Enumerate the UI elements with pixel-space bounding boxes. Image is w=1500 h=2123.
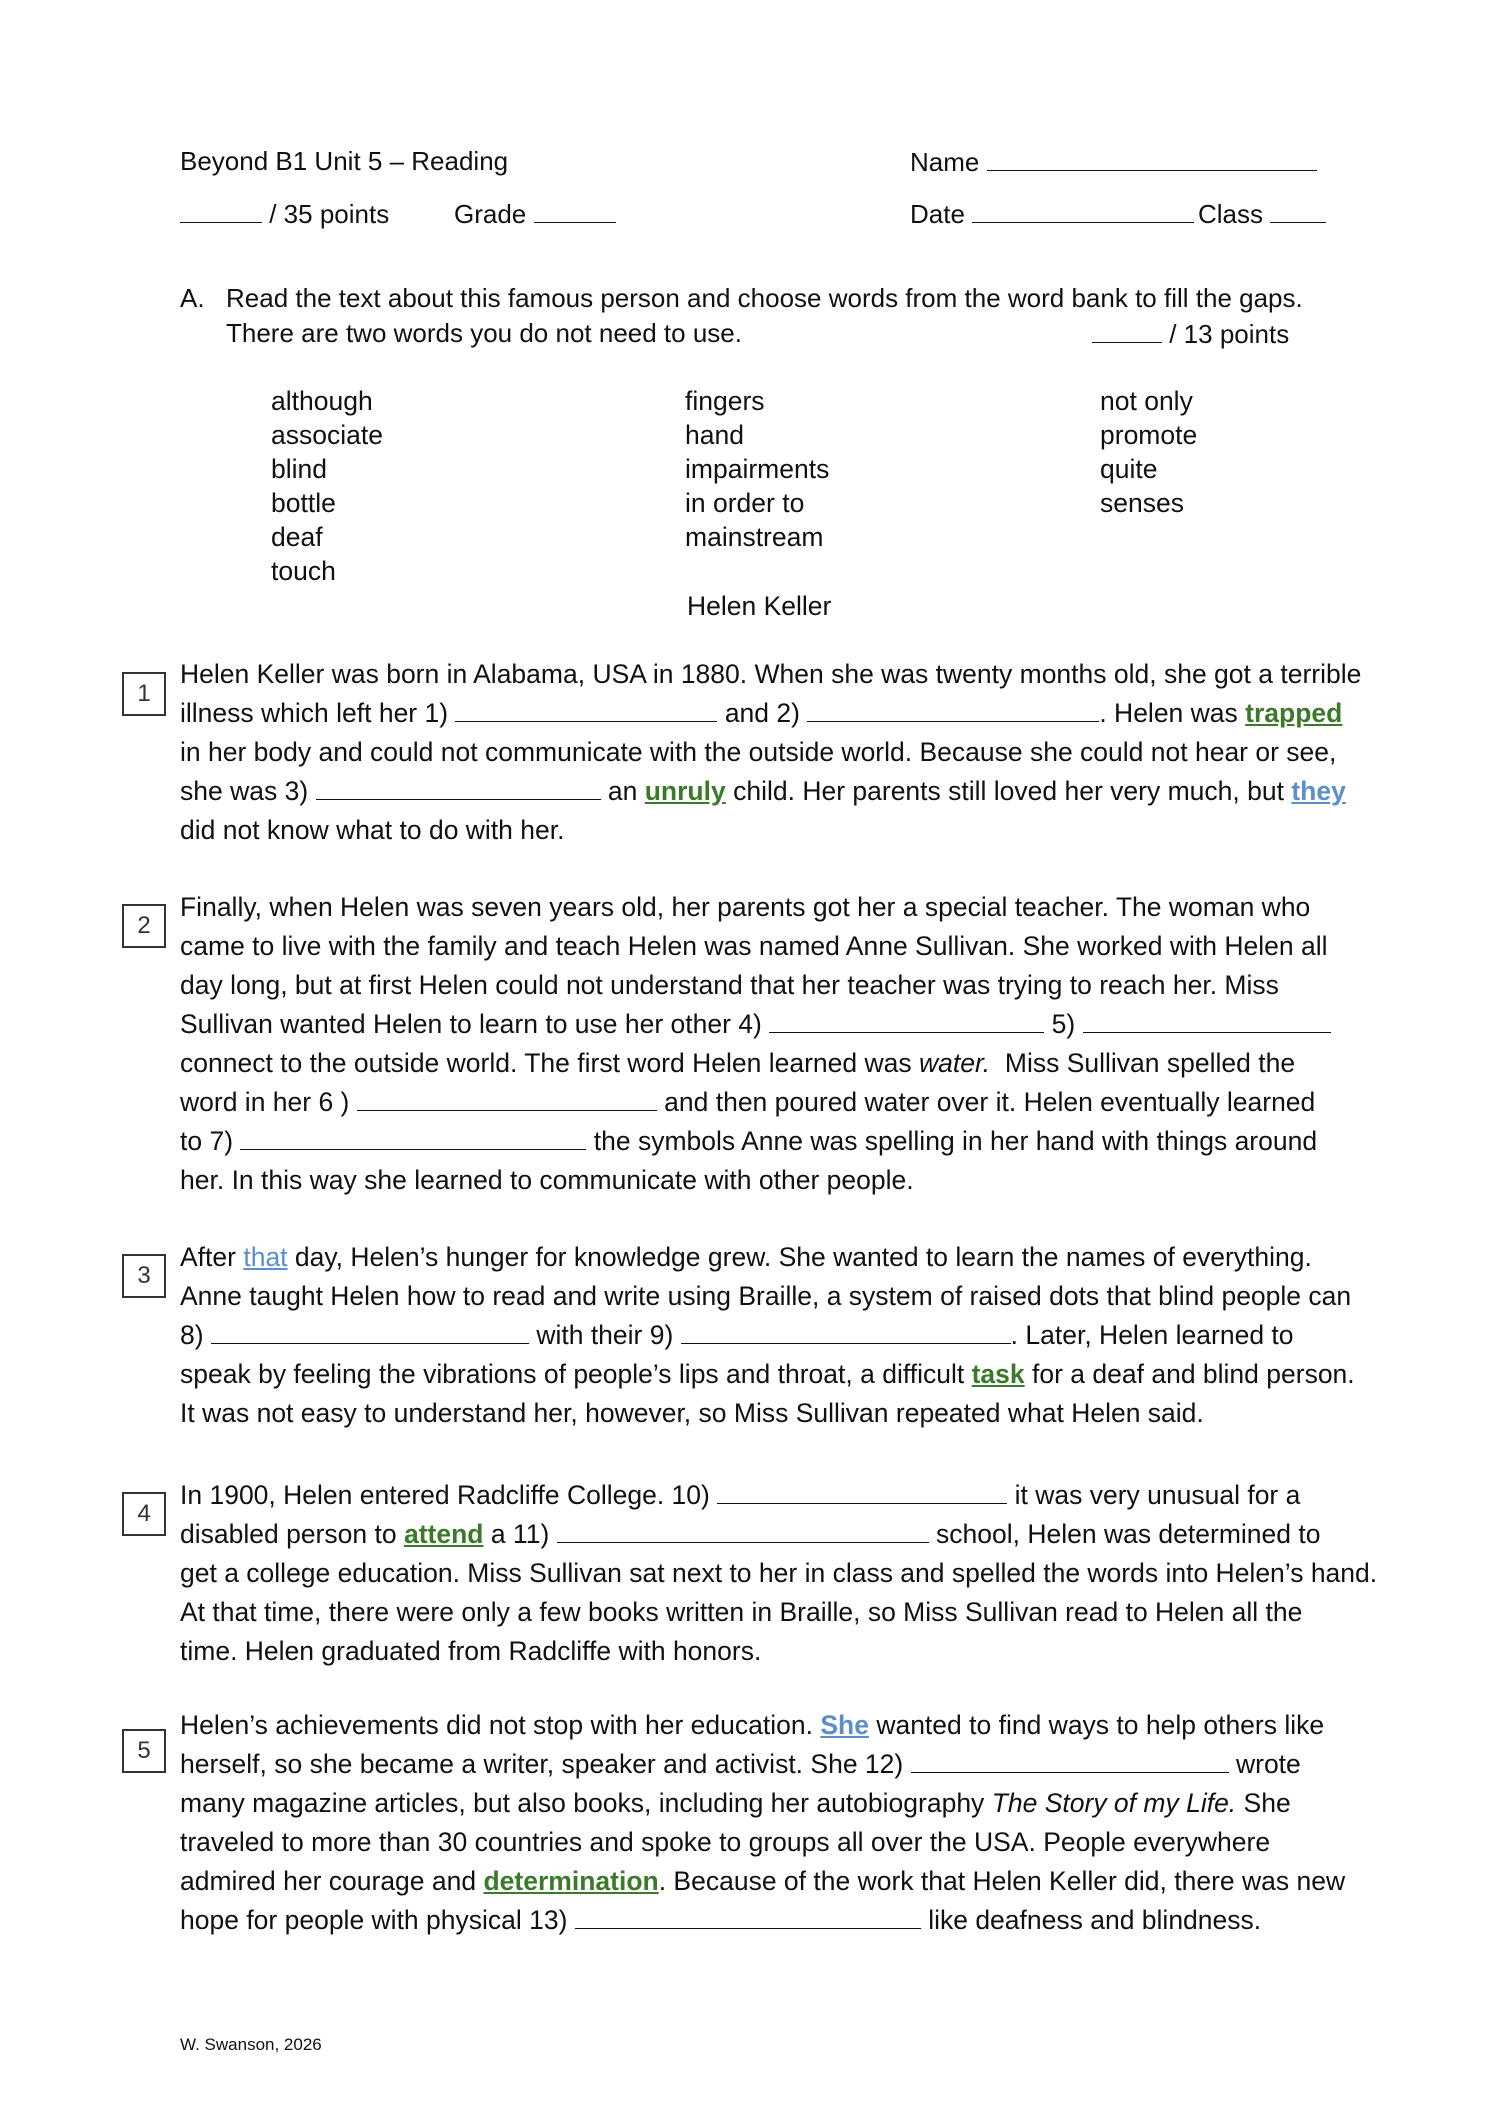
task-instruction-line1: Read the text about this famous person and choose words from the word bank to fill the gaps. — [226, 283, 1303, 313]
word-bank-item: mainstream — [685, 522, 824, 552]
text-line: illness which left her 1) and 2) . Helen was trapped — [180, 698, 1343, 728]
text-line: connect to the outside world. The first word Helen learned was water. Miss Sullivan spelled the — [180, 1048, 1296, 1078]
score-line — [180, 198, 389, 230]
reference-she: She — [820, 1710, 869, 1740]
footer-author: W. Swanson, 2026 — [180, 2035, 322, 2054]
vocab-task: task — [971, 1359, 1025, 1389]
text-line: Helen’s achievements did not stop with her education. She wanted to find ways to help others like — [180, 1710, 1325, 1740]
text-line: Finally, when Helen was seven years old, her parents got her a special teacher. The woman who — [180, 892, 1311, 922]
paragraph-number-3: 3 — [122, 1254, 166, 1298]
word-bank-item: senses — [1100, 488, 1184, 518]
text-line: word in her 6 ) and then poured water over it. Helen eventually learned — [180, 1087, 1316, 1117]
gap-13-blank[interactable] — [575, 1904, 921, 1929]
word-bank-item: hand — [685, 420, 744, 450]
gap-2-blank[interactable] — [807, 697, 1099, 722]
word-bank-item: although — [271, 386, 373, 416]
text-line: she was 3) an unruly child. Her parents still loved her very much, but they — [180, 776, 1346, 806]
vocab-attend: attend — [403, 1519, 484, 1549]
word-bank-item: bottle — [271, 488, 336, 518]
word-bank-item: fingers — [685, 386, 765, 416]
points-total: / 35 points — [269, 199, 390, 229]
task-instruction-line2: There are two words you do not need to use. — [226, 318, 742, 348]
paragraph-number-4: 4 — [122, 1492, 166, 1536]
word-bank-item: quite — [1100, 454, 1158, 484]
gap-1-blank[interactable] — [455, 697, 717, 722]
word-bank-item: in order to — [685, 488, 805, 518]
vocab-unruly: unruly — [644, 776, 726, 806]
date-label: Date — [910, 199, 965, 229]
task-points-label: / 13 points — [1169, 319, 1290, 349]
word-bank-item: touch — [271, 556, 336, 586]
name-blank[interactable] — [987, 146, 1317, 171]
text-line: After that day, Helen’s hunger for knowledge grew. She wanted to learn the names of everything. — [180, 1242, 1312, 1272]
vocab-trapped: trapped — [1245, 698, 1343, 728]
name-label: Name — [910, 147, 980, 177]
text-line: disabled person to attend a 11) school, Helen was determined to — [180, 1519, 1321, 1549]
gap-4-blank[interactable] — [769, 1008, 1044, 1033]
text-line: It was not easy to understand her, however, so Miss Sullivan repeated what Helen said. — [180, 1398, 1204, 1428]
class-field[interactable] — [1198, 198, 1326, 230]
gap-11-blank[interactable] — [557, 1518, 929, 1543]
gap-6-blank[interactable] — [357, 1086, 657, 1111]
text-line: traveled to more than 30 countries and spoke to groups all over the USA. People everywhere — [180, 1827, 1271, 1857]
grade-label: Grade — [454, 199, 527, 229]
text-line: time. Helen graduated from Radcliffe with honors. — [180, 1636, 762, 1666]
text-line: herself, so she became a writer, speaker and activist. She 12) wrote — [180, 1749, 1301, 1779]
text-line: get a college education. Miss Sullivan sat next to her in class and spelled the words into Helen’s hand. — [180, 1558, 1378, 1588]
text-line: to 7) the symbols Anne was spelling in her hand with things around — [180, 1126, 1318, 1156]
text-line: in her body and could not communicate with the outside world. Because she could not hear or see, — [180, 737, 1337, 767]
class-blank[interactable] — [1270, 198, 1326, 223]
vocab-determination: determination — [483, 1866, 659, 1896]
italic-book-title: The Story of my Life. — [991, 1788, 1237, 1818]
text-line: Anne taught Helen how to read and write using Braille, a system of raised dots that blind people can — [180, 1281, 1352, 1311]
date-field[interactable] — [910, 198, 1194, 230]
worksheet-title: Beyond B1 Unit 5 – Reading — [180, 146, 509, 176]
text-line: came to live with the family and teach Helen was named Anne Sullivan. She worked with Helen all — [180, 931, 1328, 961]
text-line: many magazine articles, but also books, including her autobiography The Story of my Life. She — [180, 1788, 1291, 1818]
text-line: speak by feeling the vibrations of people’s lips and throat, a difficult task for a deaf and blind person. — [180, 1359, 1355, 1389]
text-line: did not know what to do with her. — [180, 815, 565, 845]
gap-7-blank[interactable] — [240, 1125, 586, 1150]
text-line: admired her courage and determination. Because of the work that Helen Keller did, there was new — [180, 1866, 1346, 1896]
name-field[interactable] — [910, 146, 1317, 178]
text-line: Sullivan wanted Helen to learn to use her other 4) 5) — [180, 1005, 1331, 1044]
task-letter: A. — [180, 283, 205, 313]
text-line: In 1900, Helen entered Radcliffe College. 10) it was very unusual for a — [180, 1480, 1301, 1510]
gap-10-blank[interactable] — [717, 1479, 1007, 1504]
gap-12-blank[interactable] — [911, 1748, 1229, 1773]
reference-that: that — [243, 1242, 288, 1272]
text-line: 8) with their 9) . Later, Helen learned to — [180, 1320, 1294, 1350]
text-title: Helen Keller — [687, 591, 832, 621]
text-line: her. In this way she learned to communicate with other people. — [180, 1165, 914, 1195]
grade-blank[interactable] — [534, 198, 616, 223]
text-line: hope for people with physical 13) like deafness and blindness. — [180, 1905, 1262, 1935]
paragraph-number-2: 2 — [122, 904, 166, 948]
word-bank-item: not only — [1100, 386, 1193, 416]
word-bank-item: blind — [271, 454, 327, 484]
score-blank[interactable] — [180, 198, 262, 223]
task-score-blank[interactable] — [1092, 318, 1162, 343]
gap-9-blank[interactable] — [681, 1319, 1011, 1344]
paragraph-number-5: 5 — [122, 1729, 166, 1773]
task-points — [1092, 318, 1289, 350]
word-bank-item: associate — [271, 420, 383, 450]
word-bank-item: deaf — [271, 522, 323, 552]
grade-field[interactable] — [454, 198, 616, 230]
word-bank-item: impairments — [685, 454, 830, 484]
date-blank[interactable] — [972, 198, 1194, 223]
class-label: Class — [1198, 199, 1264, 229]
text-line: Helen Keller was born in Alabama, USA in 1880. When she was twenty months old, she got a terrible — [180, 659, 1362, 689]
text-line: At that time, there were only a few books written in Braille, so Miss Sullivan read to Helen all the — [180, 1597, 1303, 1627]
text-line: day long, but at first Helen could not understand that her teacher was trying to reach her. Miss — [180, 970, 1279, 1000]
gap-3-blank[interactable] — [316, 775, 601, 800]
reference-they: they — [1291, 776, 1346, 806]
italic-water: water. — [918, 1048, 991, 1078]
gap-8-blank[interactable] — [211, 1319, 529, 1344]
gap-5-blank[interactable] — [1083, 1008, 1331, 1033]
word-bank-item: promote — [1100, 420, 1198, 450]
paragraph-number-1: 1 — [122, 672, 166, 716]
